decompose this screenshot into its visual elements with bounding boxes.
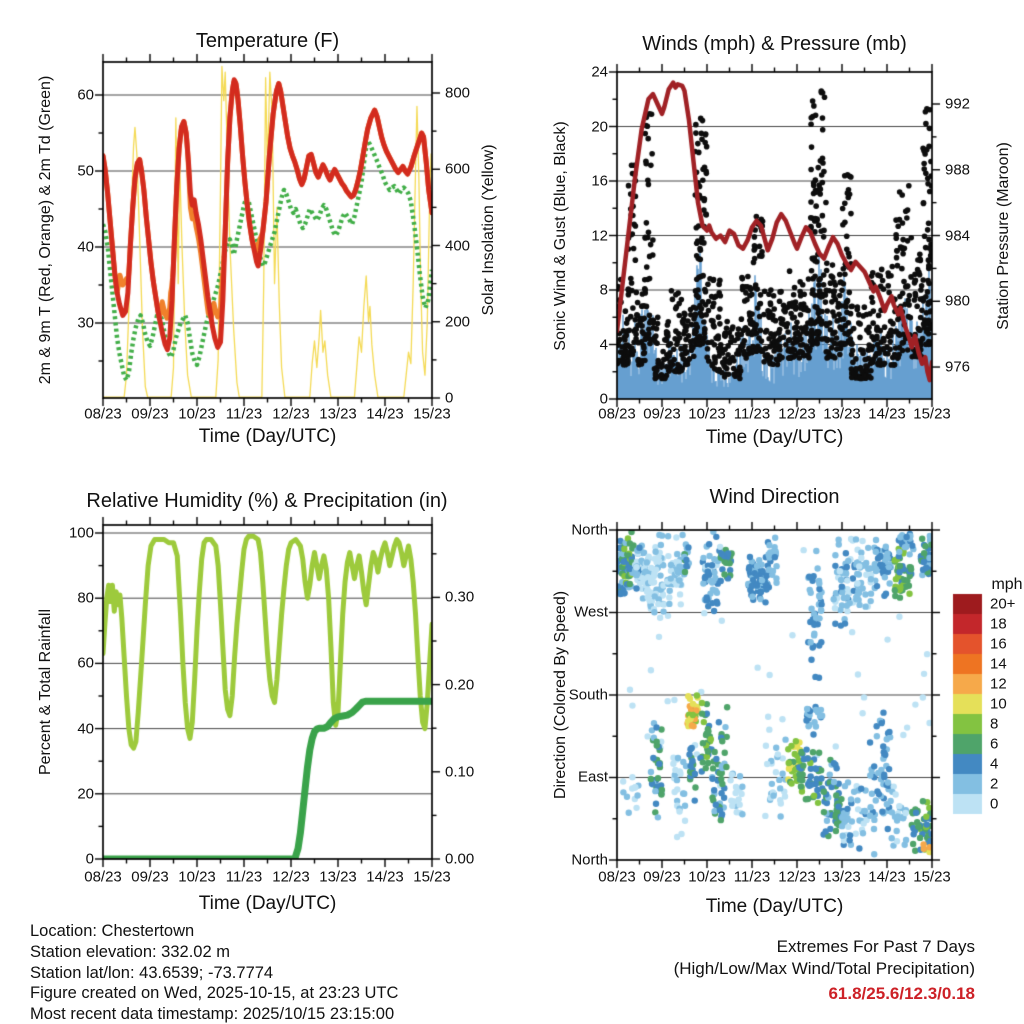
colorbar-speed-label: 12 (990, 675, 1007, 693)
temperature-xtick-label: 14/23 (366, 405, 404, 423)
solar-ytick-label: 800 (445, 84, 471, 102)
solar-ytick-label: 0 (445, 389, 454, 407)
wind-direction-xtick-label: 09/23 (643, 868, 681, 886)
precip-ytick-label: 0.30 (445, 588, 475, 606)
direction-ytick-label: South (568, 686, 608, 704)
humidity-xtick-label: 15/23 (413, 868, 451, 886)
temperature-xtick-label: 12/23 (272, 405, 310, 423)
direction-ytick-label: North (571, 521, 608, 539)
winds-yaxis-right-label: Station Pressure (Maroon) (995, 142, 1012, 330)
colorbar-speed-label: 20+ (990, 595, 1016, 613)
wind-direction-xtick-label: 10/23 (688, 868, 726, 886)
humidity-xtick-label: 09/23 (131, 868, 169, 886)
humidity-xtick-label: 13/23 (319, 868, 357, 886)
direction-ytick-label: East (577, 768, 608, 786)
humidity-xtick-label: 14/23 (366, 868, 404, 886)
temperature-yaxis-right-label: Solar Insolation (Yellow) (480, 144, 497, 316)
winds-yaxis-left-label: Sonic Wind & Gust (Blue, Black) (552, 121, 569, 351)
wind-direction-xtick-label: 11/23 (733, 868, 771, 886)
extremes-title: Extremes For Past 7 Days (776, 937, 975, 956)
wind-ytick-label: 16 (591, 172, 608, 190)
colorbar-speed-label: 8 (990, 715, 999, 733)
humidity-xtick-label: 10/23 (178, 868, 216, 886)
colorbar-speed-label: 10 (990, 695, 1007, 713)
temperature-xtick-label: 10/23 (178, 405, 216, 423)
winds-xtick-label: 15/23 (913, 405, 951, 423)
winds-pressure-chart-title: Winds (mph) & Pressure (mb) (642, 33, 907, 55)
temperature-ytick-label: 50 (77, 162, 94, 180)
wind-ytick-label: 12 (591, 227, 608, 244)
winds-xtick-label: 11/23 (733, 405, 771, 423)
humidity-ytick-label: 20 (77, 785, 94, 803)
colorbar-speed-label: 16 (990, 635, 1007, 653)
temperature-ytick-label: 40 (77, 238, 94, 256)
colorbar-speed-label: 14 (990, 655, 1007, 673)
pressure-ytick-label: 984 (945, 227, 971, 245)
colorbar-speed-label: 18 (990, 615, 1007, 633)
winds-xtick-label: 13/23 (823, 405, 861, 423)
temperature-xtick-label: 15/23 (413, 405, 451, 423)
winds-xtick-label: 12/23 (778, 405, 816, 423)
winds-xtick-label: 14/23 (868, 405, 906, 423)
wind-direction-xaxis-label: Time (Day/UTC) (705, 896, 844, 917)
humidity-ytick-label: 100 (68, 524, 94, 542)
humidity-xtick-label: 12/23 (272, 868, 310, 886)
temperature-yaxis-left-label: 2m & 9m T (Red, Orange) & 2m Td (Green) (37, 75, 54, 385)
winds-xtick-label: 08/23 (598, 405, 636, 423)
wind-ytick-label: 8 (599, 281, 608, 299)
pressure-ytick-label: 976 (945, 358, 971, 376)
precip-ytick-label: 0.10 (445, 763, 475, 781)
wind-direction-yaxis-left-label: Direction (Colored By Speed) (552, 590, 569, 800)
pressure-ytick-label: 980 (945, 292, 971, 310)
humidity-ytick-label: 0 (85, 850, 94, 868)
most-recent-data-timestamp: Most recent data timestamp: 2025/10/15 23:15:00 (30, 1005, 395, 1024)
pressure-ytick-label: 988 (945, 161, 971, 179)
temperature-xaxis-label: Time (Day/UTC) (198, 426, 337, 447)
direction-ytick-label: North (571, 851, 608, 869)
humidity-xtick-label: 08/23 (84, 868, 122, 886)
wind-direction-xtick-label: 12/23 (778, 868, 816, 886)
solar-ytick-label: 600 (445, 160, 471, 178)
humidity-yaxis-left-label: Percent & Total Rainfall (37, 608, 54, 776)
precip-ytick-label: 0.00 (445, 850, 475, 868)
wind-ytick-label: 20 (591, 118, 608, 135)
humidity-ytick-label: 60 (77, 654, 94, 672)
solar-ytick-label: 400 (445, 237, 471, 254)
colorbar-speed-label: 2 (990, 775, 999, 793)
precip-ytick-label: 0.20 (445, 676, 475, 694)
station-location: Location: Chestertown (30, 922, 195, 940)
wind-ytick-label: 4 (599, 336, 608, 353)
temperature-chart-title: Temperature (F) (195, 30, 340, 52)
pressure-ytick-label: 992 (945, 95, 971, 113)
direction-ytick-label: West (574, 603, 608, 621)
wind-direction-xtick-label: 15/23 (913, 868, 951, 886)
winds-xtick-label: 09/23 (643, 405, 681, 423)
humidity-precip-chart-title: Relative Humidity (%) & Precipitation (in) (86, 490, 448, 512)
temperature-xtick-label: 09/23 (131, 405, 169, 423)
colorbar-speed-label: 4 (990, 755, 999, 773)
extremes-values: 61.8/25.6/12.3/0.18 (828, 984, 975, 1003)
wind-direction-xtick-label: 08/23 (598, 868, 636, 886)
extremes-block (500, 936, 975, 1005)
temperature-xtick-label: 13/23 (319, 405, 357, 423)
solar-ytick-label: 200 (445, 313, 471, 331)
temperature-ytick-label: 60 (77, 86, 94, 104)
colorbar-units-label: mph (991, 576, 1023, 593)
colorbar-speed-label: 6 (990, 735, 999, 753)
wind-direction-chart-title: Wind Direction (709, 486, 840, 508)
wind-direction-xtick-label: 14/23 (868, 868, 906, 886)
temperature-xtick-label: 08/23 (84, 405, 122, 423)
wind-direction-xtick-label: 13/23 (823, 868, 861, 886)
extremes-subtitle: (High/Low/Max Wind/Total Precipitation) (673, 959, 975, 978)
station-elevation: Station elevation: 332.02 m (30, 942, 230, 961)
station-latlon: Station lat/lon: 43.6539; -73.7774 (30, 963, 274, 982)
figure-created-timestamp: Figure created on Wed, 2025-10-15, at 23:23 UTC (30, 984, 399, 1003)
humidity-xtick-label: 11/23 (225, 868, 263, 886)
temperature-xtick-label: 11/23 (225, 405, 263, 423)
humidity-ytick-label: 80 (77, 589, 94, 607)
humidity-xaxis-label: Time (Day/UTC) (198, 893, 337, 914)
winds-xaxis-label: Time (Day/UTC) (705, 427, 844, 448)
wind-ytick-label: 24 (591, 63, 608, 81)
wind-ytick-label: 0 (599, 390, 608, 408)
winds-xtick-label: 10/23 (688, 405, 726, 423)
station-info-block (30, 921, 398, 1024)
colorbar-speed-label: 0 (990, 795, 999, 813)
temperature-ytick-label: 30 (77, 314, 94, 332)
humidity-ytick-label: 40 (77, 720, 94, 738)
